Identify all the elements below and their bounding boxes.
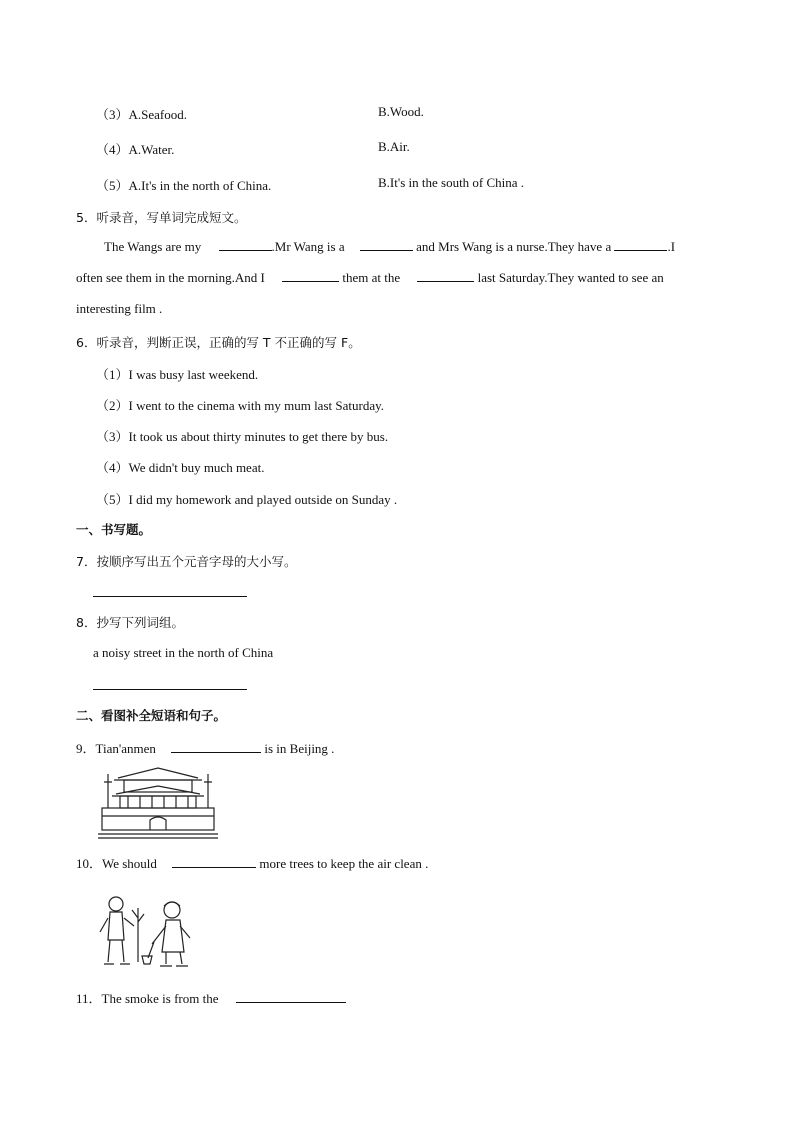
q5-text-1: The Wangs are my bbox=[104, 239, 202, 254]
q5-title: 5．听录音，写单词完成短文。 bbox=[76, 210, 247, 225]
q7-title: 7．按顺序写出五个元音字母的大小写。 bbox=[76, 554, 297, 569]
q5-text-7: last Saturday.They wanted to see an bbox=[477, 270, 664, 285]
q6-title: 6．听录音，判断正误，正确的写 T 不正确的写 F。 bbox=[76, 335, 361, 350]
q5-blank-1[interactable] bbox=[219, 239, 272, 251]
q11-blank[interactable] bbox=[236, 991, 346, 1003]
q8-title: 8．抄写下列词组。 bbox=[76, 615, 184, 630]
q5-text-2: .Mr Wang is a bbox=[271, 239, 345, 254]
q5-blank-3[interactable] bbox=[614, 239, 667, 251]
q5-passage-line2 bbox=[76, 270, 664, 286]
q4-option-4a: （4）A.Water. bbox=[96, 142, 175, 157]
q10-blank[interactable] bbox=[172, 856, 256, 868]
q6-statement-4: （4）We didn't buy much meat. bbox=[96, 460, 265, 475]
q6-statement-3: （3）It took us about thirty minutes to get there by bus. bbox=[96, 429, 389, 444]
q4-option-5a: （5）A.It's in the north of China. bbox=[96, 178, 272, 193]
q4-option-3b: B.Wood. bbox=[378, 104, 424, 119]
q4-option-3a: （3）A.Seafood. bbox=[96, 107, 187, 122]
tiananmen-gate-picture bbox=[96, 764, 220, 842]
q9-blank[interactable] bbox=[171, 741, 261, 753]
q8-answer-line[interactable] bbox=[93, 689, 247, 690]
q9-sentence bbox=[76, 738, 334, 757]
q10-text-before: 10．We should bbox=[76, 856, 157, 871]
q9-text-before: 9．Tian'anmen bbox=[76, 741, 156, 756]
q4-option-5b: B.It's in the south of China . bbox=[378, 175, 525, 190]
q5-text-4: .I bbox=[667, 239, 676, 254]
q10-sentence bbox=[76, 853, 428, 872]
q7-answer-line[interactable] bbox=[93, 596, 247, 597]
section-picture-heading: 二、看图补全短语和句子。 bbox=[76, 708, 227, 723]
q9-text-after: is in Beijing . bbox=[264, 741, 335, 756]
q5-passage-line1 bbox=[104, 239, 675, 255]
q10-text-after: more trees to keep the air clean . bbox=[259, 856, 429, 871]
q5-text-8: interesting film . bbox=[76, 301, 163, 316]
q11-text-before: 11．The smoke is from the bbox=[76, 991, 219, 1006]
q5-blank-2[interactable] bbox=[360, 239, 413, 251]
q5-blank-5[interactable] bbox=[417, 270, 474, 282]
q8-phrase: a noisy street in the north of China bbox=[93, 645, 274, 660]
q6-statement-5: （5）I did my homework and played outside on Sunday . bbox=[96, 492, 398, 507]
q4-option-4b: B.Air. bbox=[378, 139, 410, 154]
q5-blank-4[interactable] bbox=[282, 270, 339, 282]
q6-statement-1: （1）I was busy last weekend. bbox=[96, 367, 259, 382]
section-writing-heading: 一、书写题。 bbox=[76, 522, 152, 537]
q5-text-5: often see them in the morning.And I bbox=[76, 270, 265, 285]
q6-statement-2: （2）I went to the cinema with my mum last Saturday. bbox=[96, 398, 384, 413]
q5-text-3: and Mrs Wang is a nurse.They have a bbox=[416, 239, 612, 254]
tree-planting-picture bbox=[96, 892, 208, 970]
q5-text-6: them at the bbox=[342, 270, 401, 285]
q11-sentence bbox=[76, 988, 346, 1007]
